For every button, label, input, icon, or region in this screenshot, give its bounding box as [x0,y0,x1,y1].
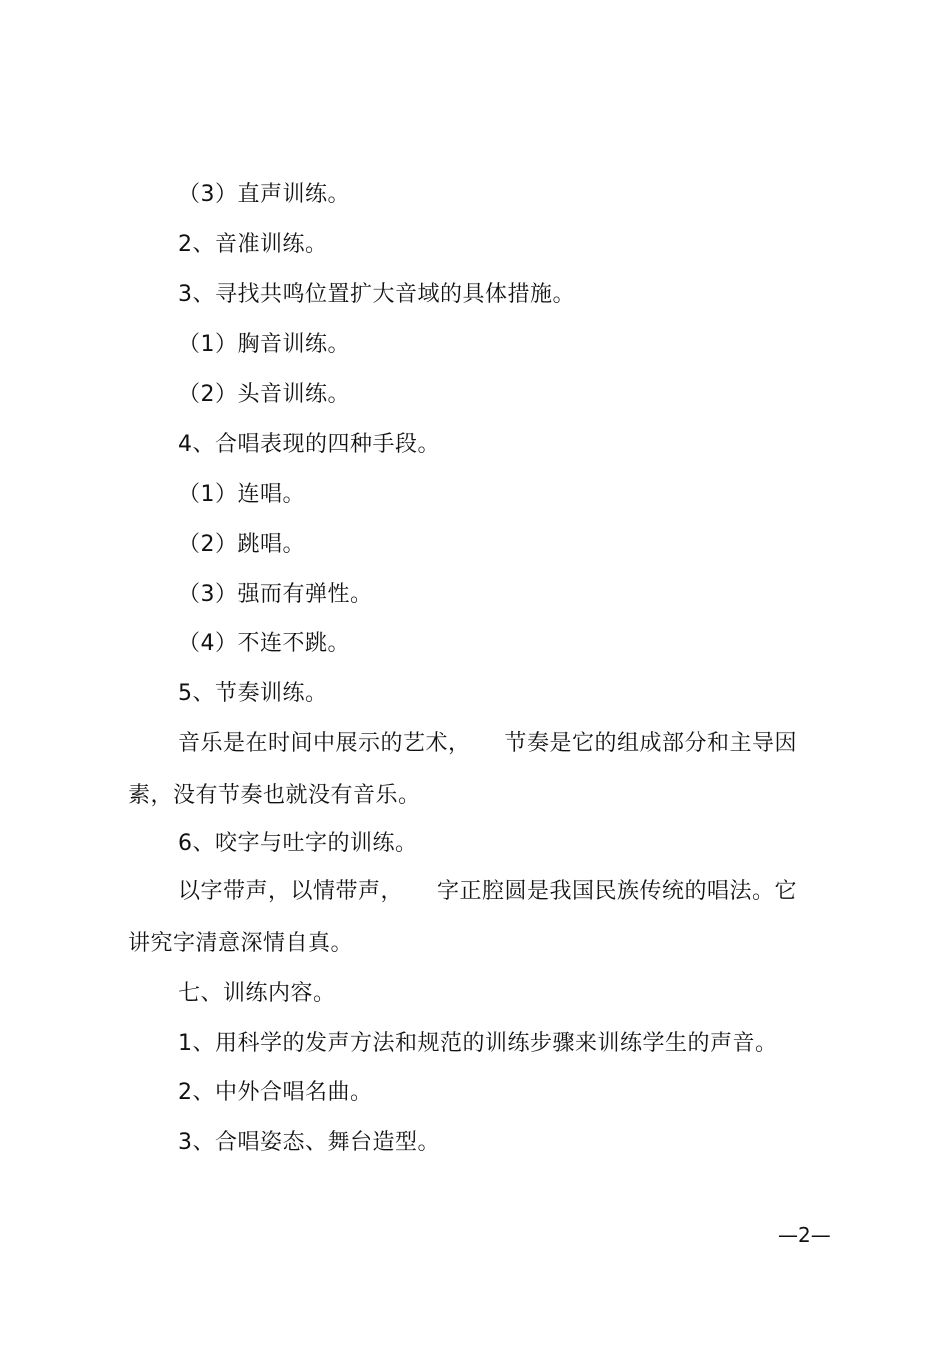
text-line: （3）强而有弹性。 [178,582,373,607]
text-line: （3）直声训练。 [178,182,350,207]
text-line: 3、寻找共鸣位置扩大音域的具体措施。 [178,282,575,307]
text-line: （1）胸音训练。 [178,332,350,357]
text-line: 素，没有节奏也就没有音乐。 [128,783,421,808]
text-line: 2、中外合唱名曲。 [178,1080,373,1105]
text-line: 音乐是在时间中展示的艺术， 节奏是它的组成部分和主导因 [178,731,798,756]
text-line: （1）连唱。 [178,482,305,507]
text-line: 七、训练内容。 [178,981,336,1006]
text-line: 4、合唱表现的四种手段。 [178,432,440,457]
text-line: 以字带声，以情带声， 字正腔圆是我国民族传统的唱法。它 [178,879,798,904]
text-line: 5、节奏训练。 [178,681,328,706]
text-line: 讲究字清意深情自真。 [128,931,354,956]
text-line: （2）跳唱。 [178,532,305,557]
page-number: —2— [778,1223,831,1247]
text-line: 6、咬字与吐字的训练。 [178,831,418,856]
text-line: 2、音准训练。 [178,232,328,257]
text-line: 1、用科学的发声方法和规范的训练步骤来训练学生的声音。 [178,1031,778,1056]
text-line: （2）头音训练。 [178,382,350,407]
text-line: （4）不连不跳。 [178,631,350,656]
text-line: 3、合唱姿态、舞台造型。 [178,1130,440,1155]
